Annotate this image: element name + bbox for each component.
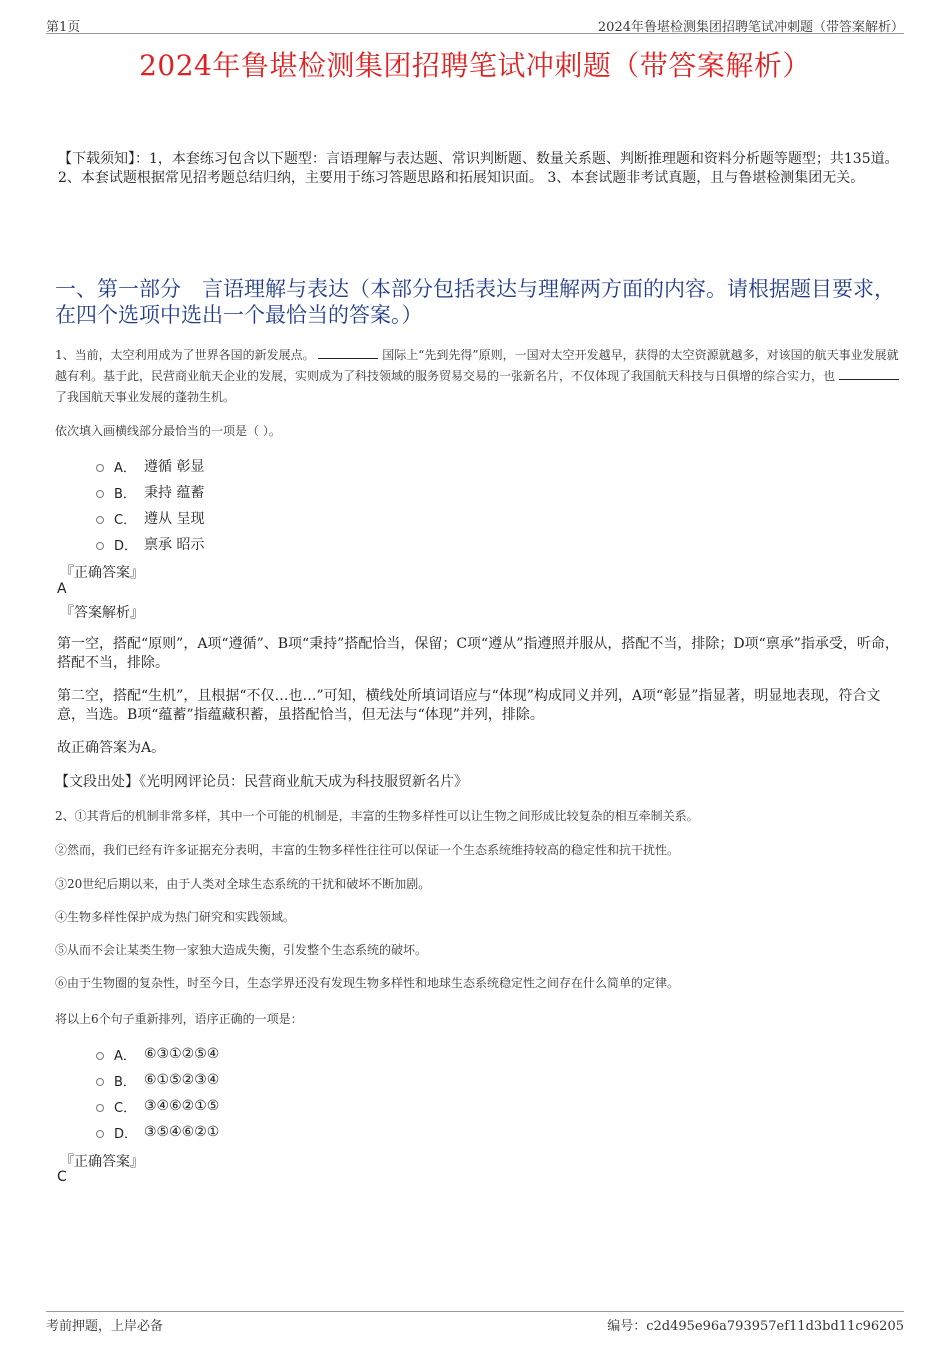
section-heading: 一、第一部分 言语理解与表达（本部分包括表达与理解两方面的内容。请根据题目要求，在四个选项中选出一个最恰当的答案。） <box>55 277 895 327</box>
footer-slogan: 考前押题，上岸必备 <box>46 1319 164 1334</box>
q1-option-d[interactable] <box>96 531 204 557</box>
page-number: 第1页 <box>46 20 81 35</box>
q1-answer: A <box>57 581 67 597</box>
q2-option-b[interactable] <box>96 1067 219 1093</box>
radio-icon[interactable] <box>96 1052 104 1060</box>
q2-sentence-4: ④生物多样性保护成为热门研究和实践领域。 <box>55 910 296 924</box>
q2-option-d[interactable] <box>96 1119 219 1145</box>
radio-icon[interactable] <box>96 1078 104 1086</box>
q2-sentence-2: ②然而，我们已经有许多证据充分表明，丰富的生物多样性往往可以保证一个生态系统维持较高的稳定性和抗干扰性。 <box>55 843 680 857</box>
question-1-stem <box>55 345 900 408</box>
footer-doc-id: 编号：c2d495e96a793957ef11d3bd11c96205 <box>607 1319 904 1334</box>
footer-divider <box>46 1311 904 1312</box>
question-1-text-c: 了我国航天事业发展的蓬勃生机。 <box>55 390 236 404</box>
option-text: ⑥①⑤②③④ <box>144 1072 220 1088</box>
q1-option-b[interactable] <box>96 479 204 505</box>
q1-conclusion: 故正确答案为A。 <box>57 740 166 756</box>
option-text: 禀承 昭示 <box>144 537 205 553</box>
option-letter: B． <box>114 1074 136 1090</box>
option-text: 遵循 彰显 <box>144 459 205 475</box>
q1-analysis-2: 第二空，搭配“生机”，且根据“不仅…也…”可知，横线处所填词语应与“体现”构成同义并列，A项“彰显”指显著，明显地表现，符合文意，当选。B项“蕴蓄”指蕴藏积蓄，虽搭配恰当，但无法与“体现”并列，排除。 <box>57 688 881 723</box>
question-1-text-b: 国际上“先到先得”原则，一国对太空开发越早，获得的太空资源就越多，对该国的航天事业发展就越有利。基于此，民营商业航天企业的发展，实则成为了科技领域的服务贸易交易的一张新名片，不仅体现了我国航天科技与日俱增的综合实力，也 <box>55 348 899 383</box>
option-letter: A． <box>114 1048 136 1064</box>
download-notice: 【下载须知】：1，本套练习包含以下题型：言语理解与表达题、常识判断题、数量关系题、判断推理题和资料分析题等题型；共135道。 2、本套试题根据常见招考题总结归纳，主要用于练习答题思路和拓展知识面。 3、本套试题非考试真题，且与鲁堪检测集团无关。 <box>58 151 899 186</box>
radio-icon[interactable] <box>96 1130 104 1138</box>
question-1-prompt: 依次填入画横线部分最恰当的一项是（ ）。 <box>55 424 281 438</box>
q2-sentence-5: ⑤从而不会让某类生物一家独大造成失衡，引发整个生态系统的破坏。 <box>55 943 428 957</box>
fill-blank-2 <box>839 367 899 380</box>
q2-option-c[interactable] <box>96 1093 219 1119</box>
q2-answer-label: 『正确答案』 <box>60 1154 144 1170</box>
option-letter: D． <box>114 1126 138 1142</box>
radio-icon[interactable] <box>96 1104 104 1112</box>
radio-icon[interactable] <box>96 542 104 550</box>
q2-sentence-3: ③20世纪后期以来，由于人类对全球生态系统的干扰和破坏不断加剧。 <box>55 877 431 891</box>
q1-option-a[interactable] <box>96 453 204 479</box>
q1-option-c[interactable] <box>96 505 204 531</box>
option-text: 秉持 蕴蓄 <box>144 485 205 501</box>
option-text: ⑥③①②⑤④ <box>144 1046 220 1062</box>
fill-blank-1 <box>318 346 378 359</box>
option-text: ③⑤④⑥②① <box>144 1124 220 1140</box>
option-text: 遵从 呈现 <box>144 511 205 527</box>
option-letter: C． <box>114 512 137 528</box>
q1-answer-label: 『正确答案』 <box>60 565 144 581</box>
q2-option-a[interactable] <box>96 1041 219 1067</box>
q1-analysis-label: 『答案解析』 <box>60 605 144 621</box>
q2-prompt: 将以上6个句子重新排列，语序正确的一项是： <box>55 1012 303 1026</box>
radio-icon[interactable] <box>96 490 104 498</box>
question-2-options <box>96 1041 219 1145</box>
q2-answer: C <box>57 1169 67 1185</box>
radio-icon[interactable] <box>96 516 104 524</box>
option-letter: B． <box>114 486 136 502</box>
option-letter: A． <box>114 460 136 476</box>
document-title: 2024年鲁堪检测集团招聘笔试冲刺题（带答案解析） <box>139 49 811 82</box>
question-1-text-a: 1、当前，太空利用成为了世界各国的新发展点。 <box>55 348 315 362</box>
option-letter: C． <box>114 1100 137 1116</box>
radio-icon[interactable] <box>96 464 104 472</box>
q2-sentence-6: ⑥由于生物圈的复杂性，时至今日，生态学界还没有发现生物多样性和地球生态系统稳定性之间存在什么简单的定律。 <box>55 976 680 990</box>
q1-analysis-1: 第一空，搭配“原则”，A项“遵循”、B项“秉持”搭配恰当，保留；C项“遵从”指遵照并服从，搭配不当，排除；D项“禀承”指承受，听命，搭配不当，排除。 <box>57 636 899 671</box>
option-text: ③④⑥②①⑤ <box>144 1098 220 1114</box>
header-doc-title: 2024年鲁堪检测集团招聘笔试冲刺题（带答案解析） <box>597 20 904 35</box>
q1-source: 【文段出处】《光明网评论员：民营商业航天成为科技服贸新名片》 <box>55 774 468 790</box>
question-1-options <box>96 453 204 557</box>
q2-sentence-1: 2、①其背后的机制非常多样，其中一个可能的机制是，丰富的生物多样性可以让生物之间形成比较复杂的相互牵制关系。 <box>55 809 699 823</box>
header-divider <box>46 33 904 34</box>
option-letter: D． <box>114 538 138 554</box>
